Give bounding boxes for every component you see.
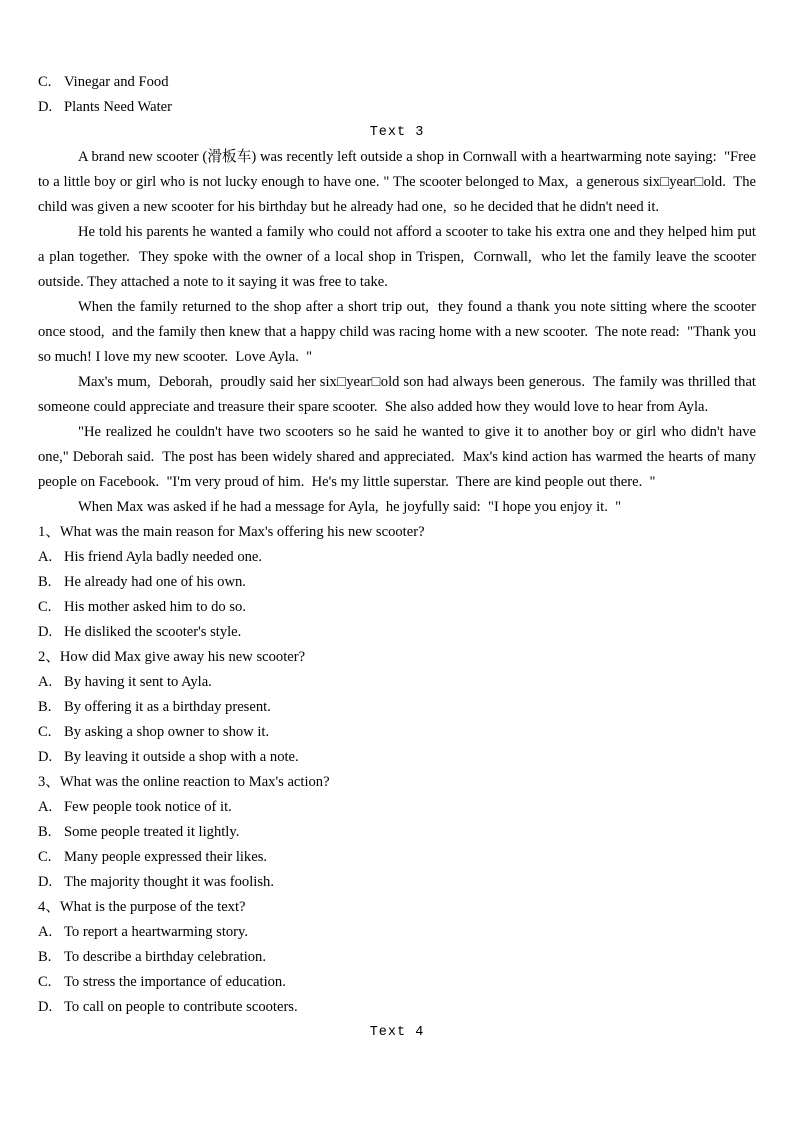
option-text: Some people treated it lightly. [64, 824, 240, 840]
text3-heading: Text 3 [369, 125, 425, 140]
question-1-option-d [38, 620, 756, 645]
text3-paragraph-1: A brand new scooter (滑板车) was recently left outside a shop in Cornwall with a heartwarming note saying: "Free to a little boy or girl who is not lucky enough to have one. " The scooter belonged to Max, a generous six□year□old. The child was given a new scooter for his birthday but he already had one, so he decided that he didn't need it. [38, 149, 756, 215]
text3-paragraph-6: When Max was asked if he had a message for Ayla, he joyfully said: "I hope you enjoy it. " [78, 499, 622, 515]
option-label: D. [38, 874, 53, 890]
option-label: D. [38, 999, 53, 1015]
question-4-prompt: 4、What is the purpose of the text? [38, 899, 246, 915]
option-text: He already had one of his own. [64, 574, 246, 590]
question-2-option-b [38, 695, 756, 720]
option-label: A. [38, 799, 53, 815]
option-label: A. [38, 674, 53, 690]
question-1-option-c [38, 595, 756, 620]
option-text: Many people expressed their likes. [64, 849, 268, 865]
text3-paragraph-5: "He realized he couldn't have two scooters so he said he wanted to give it to another boy or girl who didn't have one," Deborah said. The post has been widely shared and appreciated. Max's kind action has warmed the hearts of many people on Facebook. "I'm very proud of him. He's my little superstar. There are kind people out there. " [38, 424, 756, 490]
option-text: Plants Need Water [64, 99, 172, 115]
option-text: To report a heartwarming story. [64, 924, 249, 940]
option-label: C. [38, 974, 52, 990]
option-label: A. [38, 924, 53, 940]
option-label: D. [38, 749, 53, 765]
option-text: To describe a birthday celebration. [64, 949, 266, 965]
option-label: C. [38, 849, 52, 865]
option-text: By leaving it outside a shop with a note. [64, 749, 299, 765]
option-text: Vinegar and Food [64, 74, 169, 90]
text3-paragraph-2: He told his parents he wanted a family who could not afford a scooter to take his extra one and they helped him put a plan together. They spoke with the owner of a local shop in Trispen, Cornwall, who let the family leave the scooter outside. They attached a note to it saying it was free to take. [38, 224, 756, 290]
question-2-option-a [38, 670, 756, 695]
carryover-option-c [38, 70, 756, 95]
question-2-prompt: 2、How did Max give away his new scooter? [38, 649, 306, 665]
question-1-prompt: 1、What was the main reason for Max's offering his new scooter? [38, 524, 425, 540]
option-label: C. [38, 724, 52, 740]
question-4-option-c [38, 970, 756, 995]
option-text: To stress the importance of education. [64, 974, 286, 990]
question-4-option-d [38, 995, 756, 1020]
text3-paragraph-4: Max's mum, Deborah, proudly said her six□year□old son had always been generous. The family was thrilled that someone could appreciate and treasure their spare scooter. She also added how they would love to hear from Ayla. [38, 374, 756, 415]
question-3-option-a [38, 795, 756, 820]
question-3-option-c [38, 845, 756, 870]
option-text: He disliked the scooter's style. [64, 624, 242, 640]
text4-heading: Text 4 [369, 1025, 425, 1040]
option-text: Few people took notice of it. [64, 799, 232, 815]
question-3-option-d [38, 870, 756, 895]
option-label: B. [38, 824, 52, 840]
option-label: D. [38, 624, 53, 640]
question-4-option-a [38, 920, 756, 945]
option-text: His mother asked him to do so. [64, 599, 247, 615]
question-1-option-a [38, 545, 756, 570]
question-3-prompt: 3、What was the online reaction to Max's action? [38, 774, 330, 790]
option-text: By asking a shop owner to show it. [64, 724, 270, 740]
option-label: B. [38, 699, 52, 715]
question-1-option-b [38, 570, 756, 595]
option-label: B. [38, 949, 52, 965]
option-label: A. [38, 549, 53, 565]
option-label: D. [38, 99, 53, 115]
option-text: The majority thought it was foolish. [64, 874, 274, 890]
option-text: To call on people to contribute scooters. [64, 999, 298, 1015]
question-3-option-b [38, 820, 756, 845]
option-label: C. [38, 599, 52, 615]
option-label: B. [38, 574, 52, 590]
option-text: By having it sent to Ayla. [64, 674, 212, 690]
option-text: By offering it as a birthday present. [64, 699, 271, 715]
option-text: His friend Ayla badly needed one. [64, 549, 263, 565]
carryover-option-d [38, 95, 756, 120]
question-2-option-d [38, 745, 756, 770]
text3-paragraph-3: When the family returned to the shop after a short trip out, they found a thank you note sitting where the scooter once stood, and the family then knew that a happy child was racing home with a new scooter. The note read: "Thank you so much! I love my new scooter. Love Ayla. " [38, 299, 756, 365]
question-4-option-b [38, 945, 756, 970]
option-label: C. [38, 74, 52, 90]
question-2-option-c [38, 720, 756, 745]
